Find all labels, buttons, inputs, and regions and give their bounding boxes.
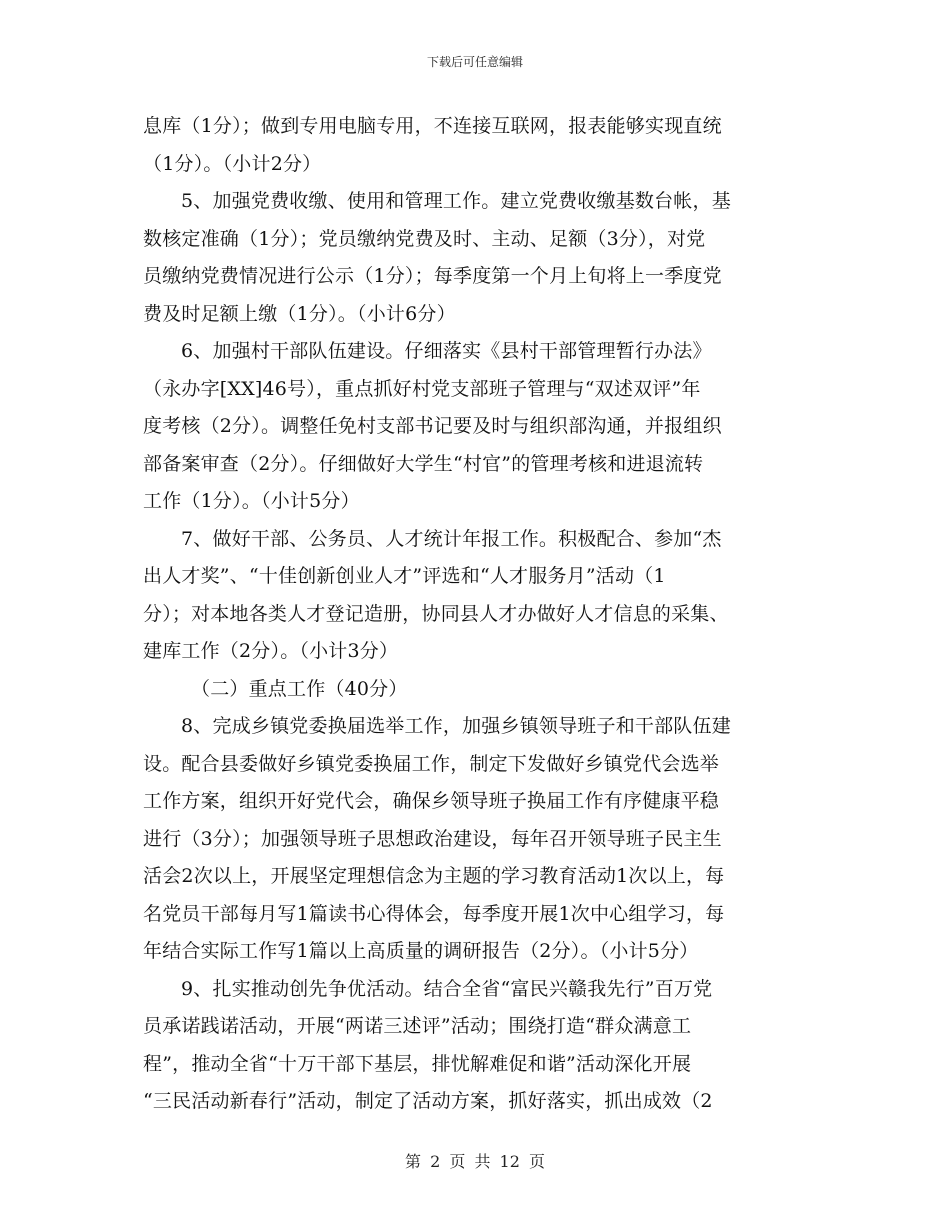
text-line: 分）；对本地各类人才登记造册，协同县人才办做好人才信息的采集、 — [143, 602, 729, 625]
text-line: 员承诺践诺活动，开展“两诺三述评”活动；围绕打造“群众满意工 — [143, 1015, 692, 1037]
paragraph-start-9: 9、扎实推动创先争优活动。结合全省“富民兴赣我先行”百万党 — [181, 977, 713, 1000]
text-line: 工作（1分）。（小计5分） — [143, 490, 360, 512]
paragraph-start-6: 6、加强村干部队伍建设。仔细落实《县村干部管理暂行办法》 — [181, 340, 712, 362]
paragraph-start-8: 8、完成乡镇党委换届选举工作，加强乡镇领导班子和干部队伍建 — [181, 715, 731, 737]
text-line: （1分）。（小计2分） — [143, 152, 322, 175]
text-line: 出人才奖”、“十佳创新创业人才”评选和“人才服务月”活动（1 — [143, 565, 666, 587]
text-line: 息库（1分）；做到专用电脑专用，不连接互联网，报表能够实现直统 — [143, 115, 722, 137]
text-line: 数核定准确（1分）；党员缴纳党费及时、主动、足额（3分），对党 — [143, 227, 706, 250]
paragraph-start-5: 5、加强党费收缴、使用和管理工作。建立党费收缴基数台帐，基 — [181, 190, 731, 212]
text-line: 年结合实际工作写1篇以上高质量的调研报告（2分）。（小计5分） — [143, 940, 699, 962]
text-line: （永办字[XX]46号），重点抓好村党支部班子管理与“双述双评”年 — [143, 377, 701, 400]
text-line: 活会2次以上，开展坚定理想信念为主题的学习教育活动1次以上，每 — [143, 865, 725, 887]
text-line: 度考核（2分）。调整任免村支部书记要及时与组织部沟通，并报组织 — [143, 415, 722, 437]
text-line: 程”，推动全省“十万干部下基层，排忧解难促和谐”活动深化开展 — [143, 1052, 692, 1075]
paragraph-start-7: 7、做好干部、公务员、人才统计年报工作。积极配合、参加“杰 — [181, 527, 722, 550]
text-line: “三民活动新春行”活动，制定了活动方案，抓好落实，抓出成效（2 — [143, 1090, 713, 1112]
text-line: 部备案审查（2分）。仔细做好大学生“村官”的管理考核和进退流转 — [143, 452, 704, 475]
document-body — [143, 108, 809, 1121]
text-line: 员缴纳党费情况进行公示（1分）；每季度第一个月上旬将上一季度党 — [143, 265, 722, 287]
page-footer: 第 2 页 共 12 页 — [405, 1152, 545, 1171]
text-line: 进行（3分）；加强领导班子思想政治建设，每年召开领导班子民主生 — [143, 827, 722, 850]
text-line: 设。配合县委做好乡镇党委换届工作，制定下发做好乡镇党代会选举 — [143, 752, 720, 775]
text-line: 费及时足额上缴（1分）。（小计6分） — [143, 302, 456, 325]
text-line: 工作方案，组织开好党代会，确保乡领导班子换届工作有序健康平稳 — [143, 790, 720, 812]
section-heading: （二）重点工作（40分） — [191, 677, 408, 700]
text-line: 建库工作（2分）。（小计3分） — [143, 640, 399, 662]
page-header: 下载后可任意编辑 — [426, 55, 523, 69]
text-line: 名党员干部每月写1篇读书心得体会，每季度开展1次中心组学习，每 — [143, 902, 725, 925]
